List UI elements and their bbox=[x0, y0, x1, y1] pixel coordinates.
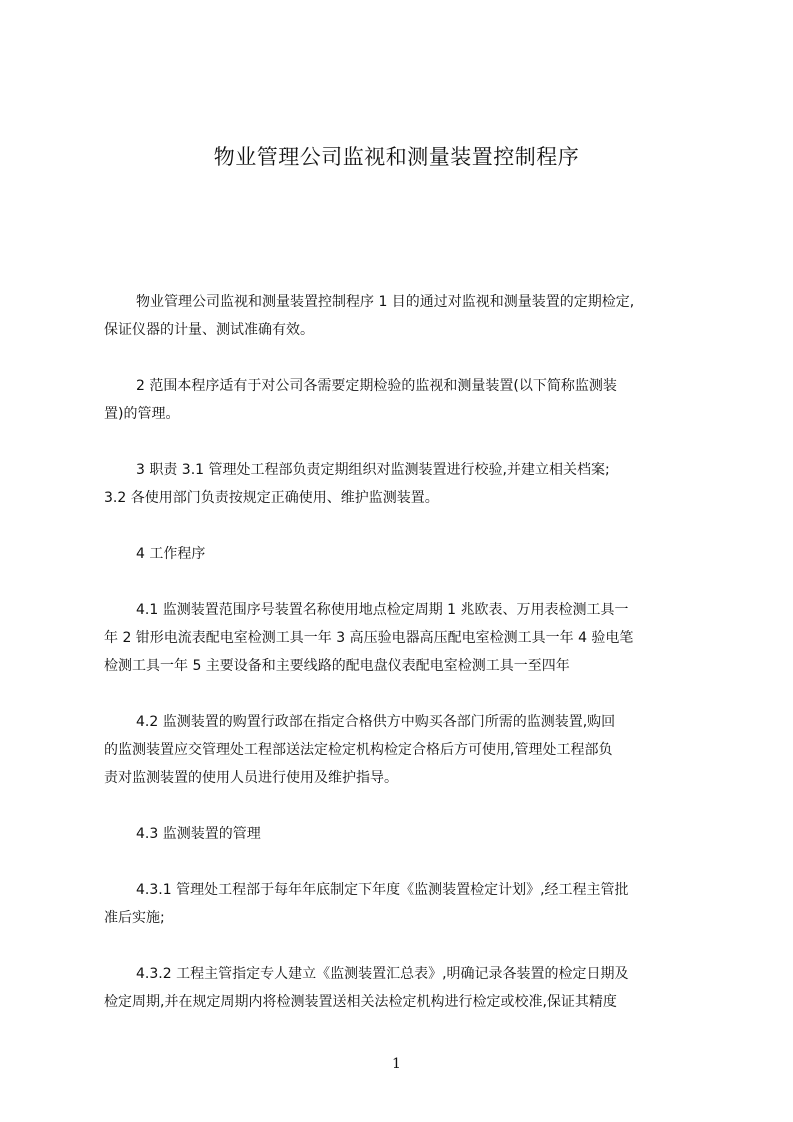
paragraph-line: 2 范围本程序适有于对公司各需要定期检验的监视和测量装置(以下简称监测装 bbox=[136, 378, 617, 394]
paragraph-line: 责对监测装置的使用人员进行使用及维护指导。 bbox=[104, 770, 398, 786]
paragraph-line: 3 职责 3.1 管理处工程部负责定期组织对监测装置进行校验,并建立相关档案; bbox=[136, 462, 610, 478]
paragraph-line: 准后实施; bbox=[104, 910, 165, 926]
document-body bbox=[104, 288, 711, 1044]
document-title: 物业管理公司监视和测量装置控制程序 bbox=[213, 145, 580, 169]
paragraph-line: 物业管理公司监视和测量装置控制程序 1 目的通过对监视和测量装置的定期检定, bbox=[136, 294, 635, 310]
paragraph-line: 4 工作程序 bbox=[136, 546, 206, 562]
paragraph-line: 4.1 监测装置范围序号装置名称使用地点检定周期 1 兆欧表、万用表检测工具一 bbox=[136, 602, 629, 618]
paragraph-line: 置)的管理。 bbox=[104, 406, 180, 422]
paragraph-line: 年 2 钳形电流表配电室检测工具一年 3 高压验电器高压配电室检测工具一年 4 验电笔 bbox=[104, 630, 634, 646]
paragraph-management-heading bbox=[104, 820, 711, 848]
page-number: 1 bbox=[392, 1056, 401, 1072]
paragraph-line: 检定周期,并在规定周期内将检测装置送相关法检定机构进行检定或校准,保证其精度 bbox=[104, 994, 617, 1010]
paragraph-purchase bbox=[104, 708, 711, 792]
paragraph-scope bbox=[104, 372, 711, 428]
paragraph-line: 4.3.2 工程主管指定专人建立《监测装置汇总表》,明确记录各装置的检定日期及 bbox=[136, 966, 629, 982]
paragraph-work-procedure-heading bbox=[104, 540, 711, 568]
paragraph-line: 保证仪器的计量、测试准确有效。 bbox=[104, 322, 314, 338]
paragraph-line: 4.2 监测装置的购置行政部在指定合格供方中购买各部门所需的监测装置,购回 bbox=[136, 714, 616, 730]
paragraph-summary-table bbox=[104, 960, 711, 1016]
paragraph-responsibilities bbox=[104, 456, 711, 512]
paragraph-line: 4.3.1 管理处工程部于每年年底制定下年度《监测装置检定计划》,经工程主管批 bbox=[136, 882, 629, 898]
paragraph-monitoring-scope bbox=[104, 596, 711, 680]
paragraph-line: 3.2 各使用部门负责按规定正确使用、维护监测装置。 bbox=[104, 490, 439, 506]
paragraph-line: 4.3 监测装置的管理 bbox=[136, 826, 261, 842]
paragraph-purpose bbox=[104, 288, 711, 344]
paragraph-line: 检测工具一年 5 主要设备和主要线路的配电盘仪表配电室检测工具一至四年 bbox=[104, 658, 570, 674]
paragraph-line: 的监测装置应交管理处工程部送法定检定机构检定合格后方可使用,管理处工程部负 bbox=[104, 742, 613, 758]
paragraph-annual-plan bbox=[104, 876, 711, 932]
